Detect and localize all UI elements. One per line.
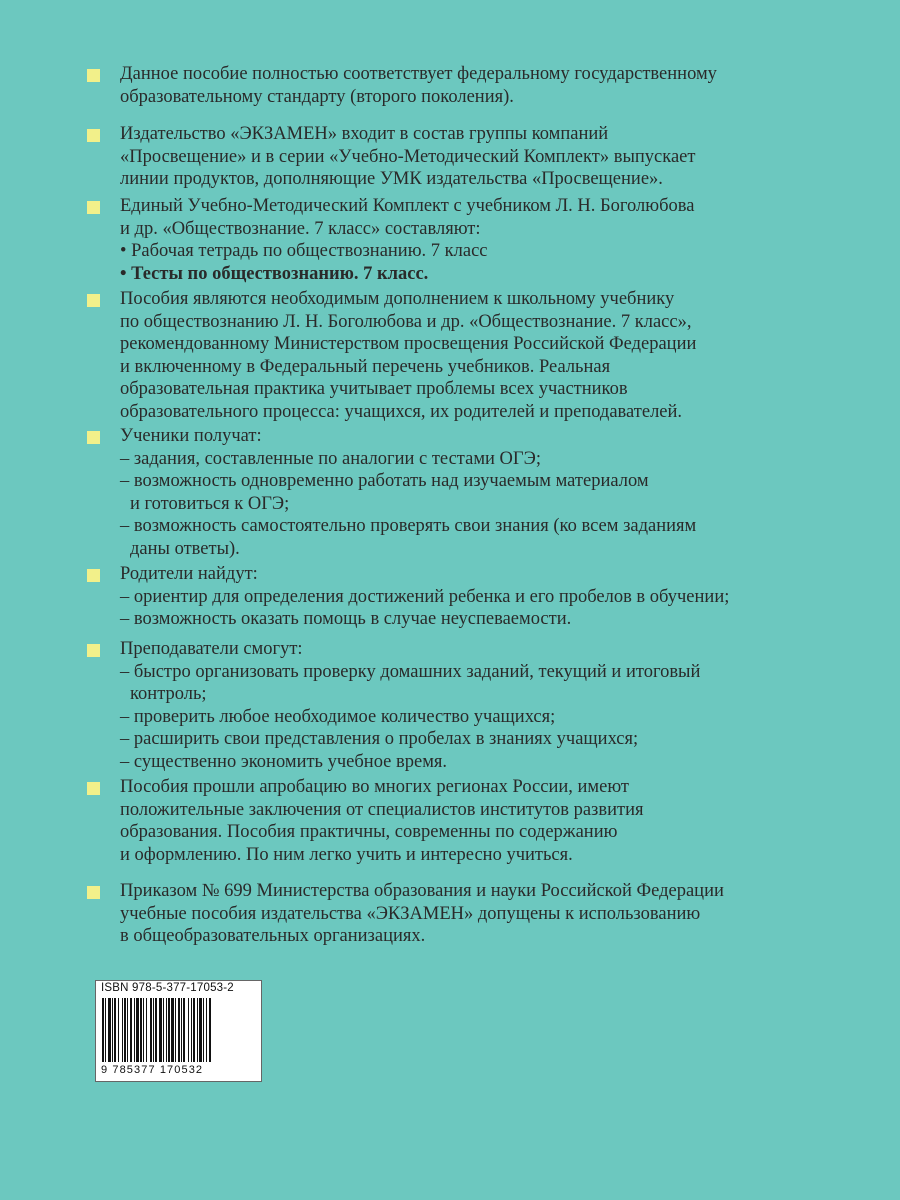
bullet-square-icon <box>87 886 100 899</box>
text-line: – задания, составленные по аналогии с тестами ОГЭ; <box>120 448 541 469</box>
info-block-parents <box>120 563 820 631</box>
text-line: Пособия являются необходимым дополнением к школьному учебнику <box>120 289 675 309</box>
bullet-square-icon <box>87 644 100 657</box>
bullet-square-icon <box>87 569 100 582</box>
text-line: линии продуктов, дополняющие УМК издательства «Просвещение». <box>120 169 663 189</box>
text-line: образовательному стандарту (второго поколения). <box>120 86 514 107</box>
text-line: в общеобразовательных организациях. <box>120 926 426 946</box>
umk-item-tests: • Тесты по обществознанию. 7 класс. <box>120 263 429 284</box>
bullet-square-icon <box>87 431 100 444</box>
text-line: даны ответы). <box>130 538 240 559</box>
text-line: и оформлению. По ним легко учить и интересно учиться. <box>120 844 573 865</box>
text-line: – существенно экономить учебное время. <box>120 751 448 772</box>
text-line: – возможность одновременно работать над изучаемым материалом <box>120 471 649 491</box>
info-block-teachers <box>120 638 820 773</box>
text-line: и включенному в Федеральный перечень учебников. Реальная <box>120 356 611 377</box>
text-line: Преподаватели смогут: <box>120 639 303 659</box>
text-line: – быстро организовать проверку домашних заданий, текущий и итоговый <box>120 661 701 682</box>
text-line: – проверить любое необходимое количество учащихся; <box>120 706 556 727</box>
barcode-icon <box>102 998 254 1062</box>
info-block-order <box>120 880 820 948</box>
text-line-publisher <box>120 123 820 146</box>
text-line: Данное пособие полностью соответствует федеральному государственному <box>120 64 717 84</box>
text-line: Ученики получат: <box>120 426 262 446</box>
text-line: и др. «Обществознание. 7 класс» составляют: <box>120 218 481 239</box>
info-block-approbation <box>120 776 820 866</box>
text-line: и готовиться к ОГЭ; <box>130 493 290 514</box>
text-line: положительные заключения от специалистов институтов развития <box>120 799 644 820</box>
text-line: рекомендованному Министерством просвещения Российской Федерации <box>120 334 697 354</box>
text-line: образовательного процесса: учащихся, их родителей и преподавателей. <box>120 401 683 422</box>
info-block-publisher <box>120 123 820 191</box>
text-line: – ориентир для определения достижений ребенка и его пробелов в обучении; <box>120 586 730 607</box>
info-block-purpose <box>120 288 820 423</box>
umk-item-workbook: • Рабочая тетрадь по обществознанию. 7 класс <box>120 241 488 261</box>
text-line: контроль; <box>130 684 207 704</box>
text-line: – расширить свои представления о пробелах в знаниях учащихся; <box>120 729 639 749</box>
bullet-square-icon <box>87 294 100 307</box>
text-line: «Просвещение» и в серии «Учебно-Методический Комплект» выпускает <box>120 146 696 167</box>
bullet-square-icon <box>87 201 100 214</box>
isbn-label: ISBN 978-5-377-17053-2 <box>101 982 234 994</box>
text-line: – возможность самостоятельно проверять свои знания (ко всем заданиям <box>120 516 697 536</box>
info-block-standard <box>120 63 820 108</box>
text-line: по обществознанию Л. Н. Боголюбова и др. «Обществознание. 7 класс», <box>120 311 692 332</box>
bullet-square-icon <box>87 782 100 795</box>
text-line: Пособия прошли апробацию во многих регионах России, имеют <box>120 777 630 797</box>
text-line: Родители найдут: <box>120 564 258 584</box>
bullet-square-icon <box>87 129 100 142</box>
barcode-digits: 9 785377 170532 <box>101 1064 204 1076</box>
info-block-students <box>120 425 820 560</box>
bullet-square-icon <box>87 69 100 82</box>
text-line: учебные пособия издательства «ЭКЗАМЕН» допущены к использованию <box>120 903 701 924</box>
text-line: образования. Пособия практичны, современны по содержанию <box>120 822 618 842</box>
text-line: – возможность оказать помощь в случае неуспеваемости. <box>120 609 572 629</box>
text-line: образовательная практика учитывает проблемы всех участников <box>120 379 628 399</box>
publisher-intro: Издательство «ЭКЗАМЕН» входит в состав группы компаний <box>120 124 609 144</box>
info-block-umk <box>120 195 820 285</box>
text-line: Единый Учебно-Методический Комплект с учебником Л. Н. Боголюбова <box>120 196 695 216</box>
text-line: Приказом № 699 Министерства образования и науки Российской Федерации <box>120 881 724 901</box>
isbn-barcode-box <box>95 980 262 1082</box>
